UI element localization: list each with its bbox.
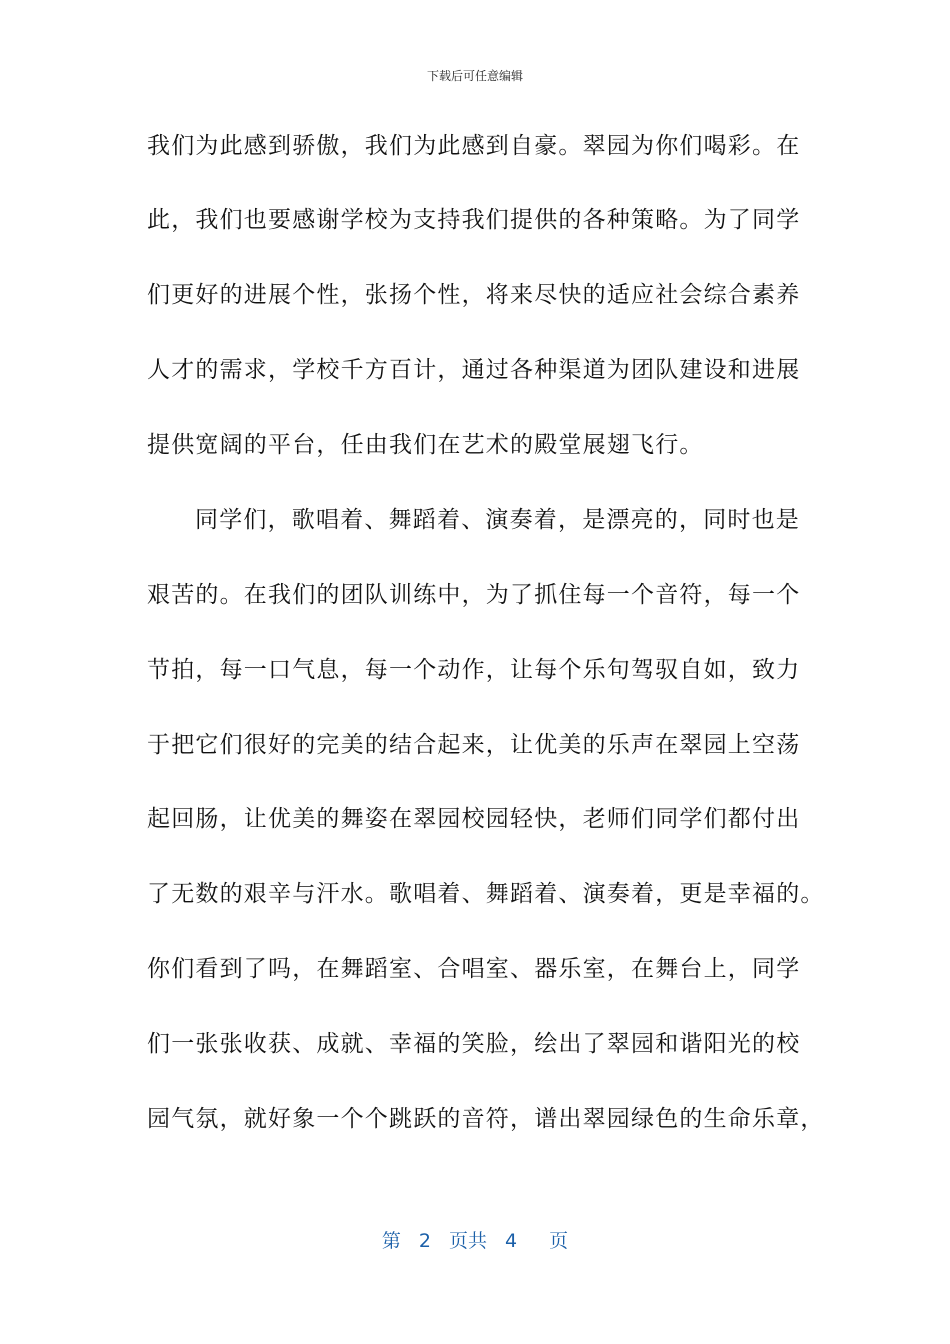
header-note: 下载后可任意编辑: [426, 69, 523, 83]
page-footer: [0, 1226, 950, 1253]
text-line: 园气氛，就好象一个个跳跃的音符，谱出翠园绿色的生命乐章，: [147, 1106, 825, 1132]
footer-prefix: 第: [381, 1230, 401, 1252]
current-page-number: 2: [418, 1230, 431, 1252]
text-line: 们更好的进展个性，张扬个性，将来尽快的适应社会综合素养: [147, 282, 801, 308]
text-line: 此，我们也要感谢学校为支持我们提供的各种策略。为了同学: [147, 207, 801, 233]
text-line: 了无数的艰辛与汗水。歌唱着、舞蹈着、演奏着，更是幸福的。: [147, 881, 825, 907]
text-line: 提供宽阔的平台，任由我们在艺术的殿堂展翅飞行。: [147, 432, 704, 458]
text-line: 你们看到了吗，在舞蹈室、合唱室、器乐室，在舞台上，同学: [147, 956, 801, 982]
text-line: 我们为此感到骄傲，我们为此感到自豪。翠园为你们喝彩。在: [147, 133, 801, 159]
text-line: 于把它们很好的完美的结合起来，让优美的乐声在翠园上空荡: [147, 732, 801, 758]
text-line: 人才的需求，学校千方百计，通过各种渠道为团队建设和进展: [147, 357, 801, 383]
total-page-count: 4: [505, 1230, 518, 1252]
text-line: 起回肠，让优美的舞姿在翠园校园轻快，老师们同学们都付出: [147, 806, 801, 832]
footer-middle: 页共: [448, 1230, 487, 1252]
text-line: 同学们，歌唱着、舞蹈着、演奏着，是漂亮的，同时也是: [195, 507, 800, 533]
text-line: 们一张张收获、成就、幸福的笑脸，绘出了翠园和谐阳光的校: [147, 1031, 801, 1057]
text-line: 节拍，每一口气息，每一个动作，让每个乐句驾驭自如，致力: [147, 657, 801, 683]
text-line: 艰苦的。在我们的团队训练中，为了抓住每一个音符，每一个: [147, 582, 801, 608]
footer-suffix: 页: [549, 1230, 569, 1252]
